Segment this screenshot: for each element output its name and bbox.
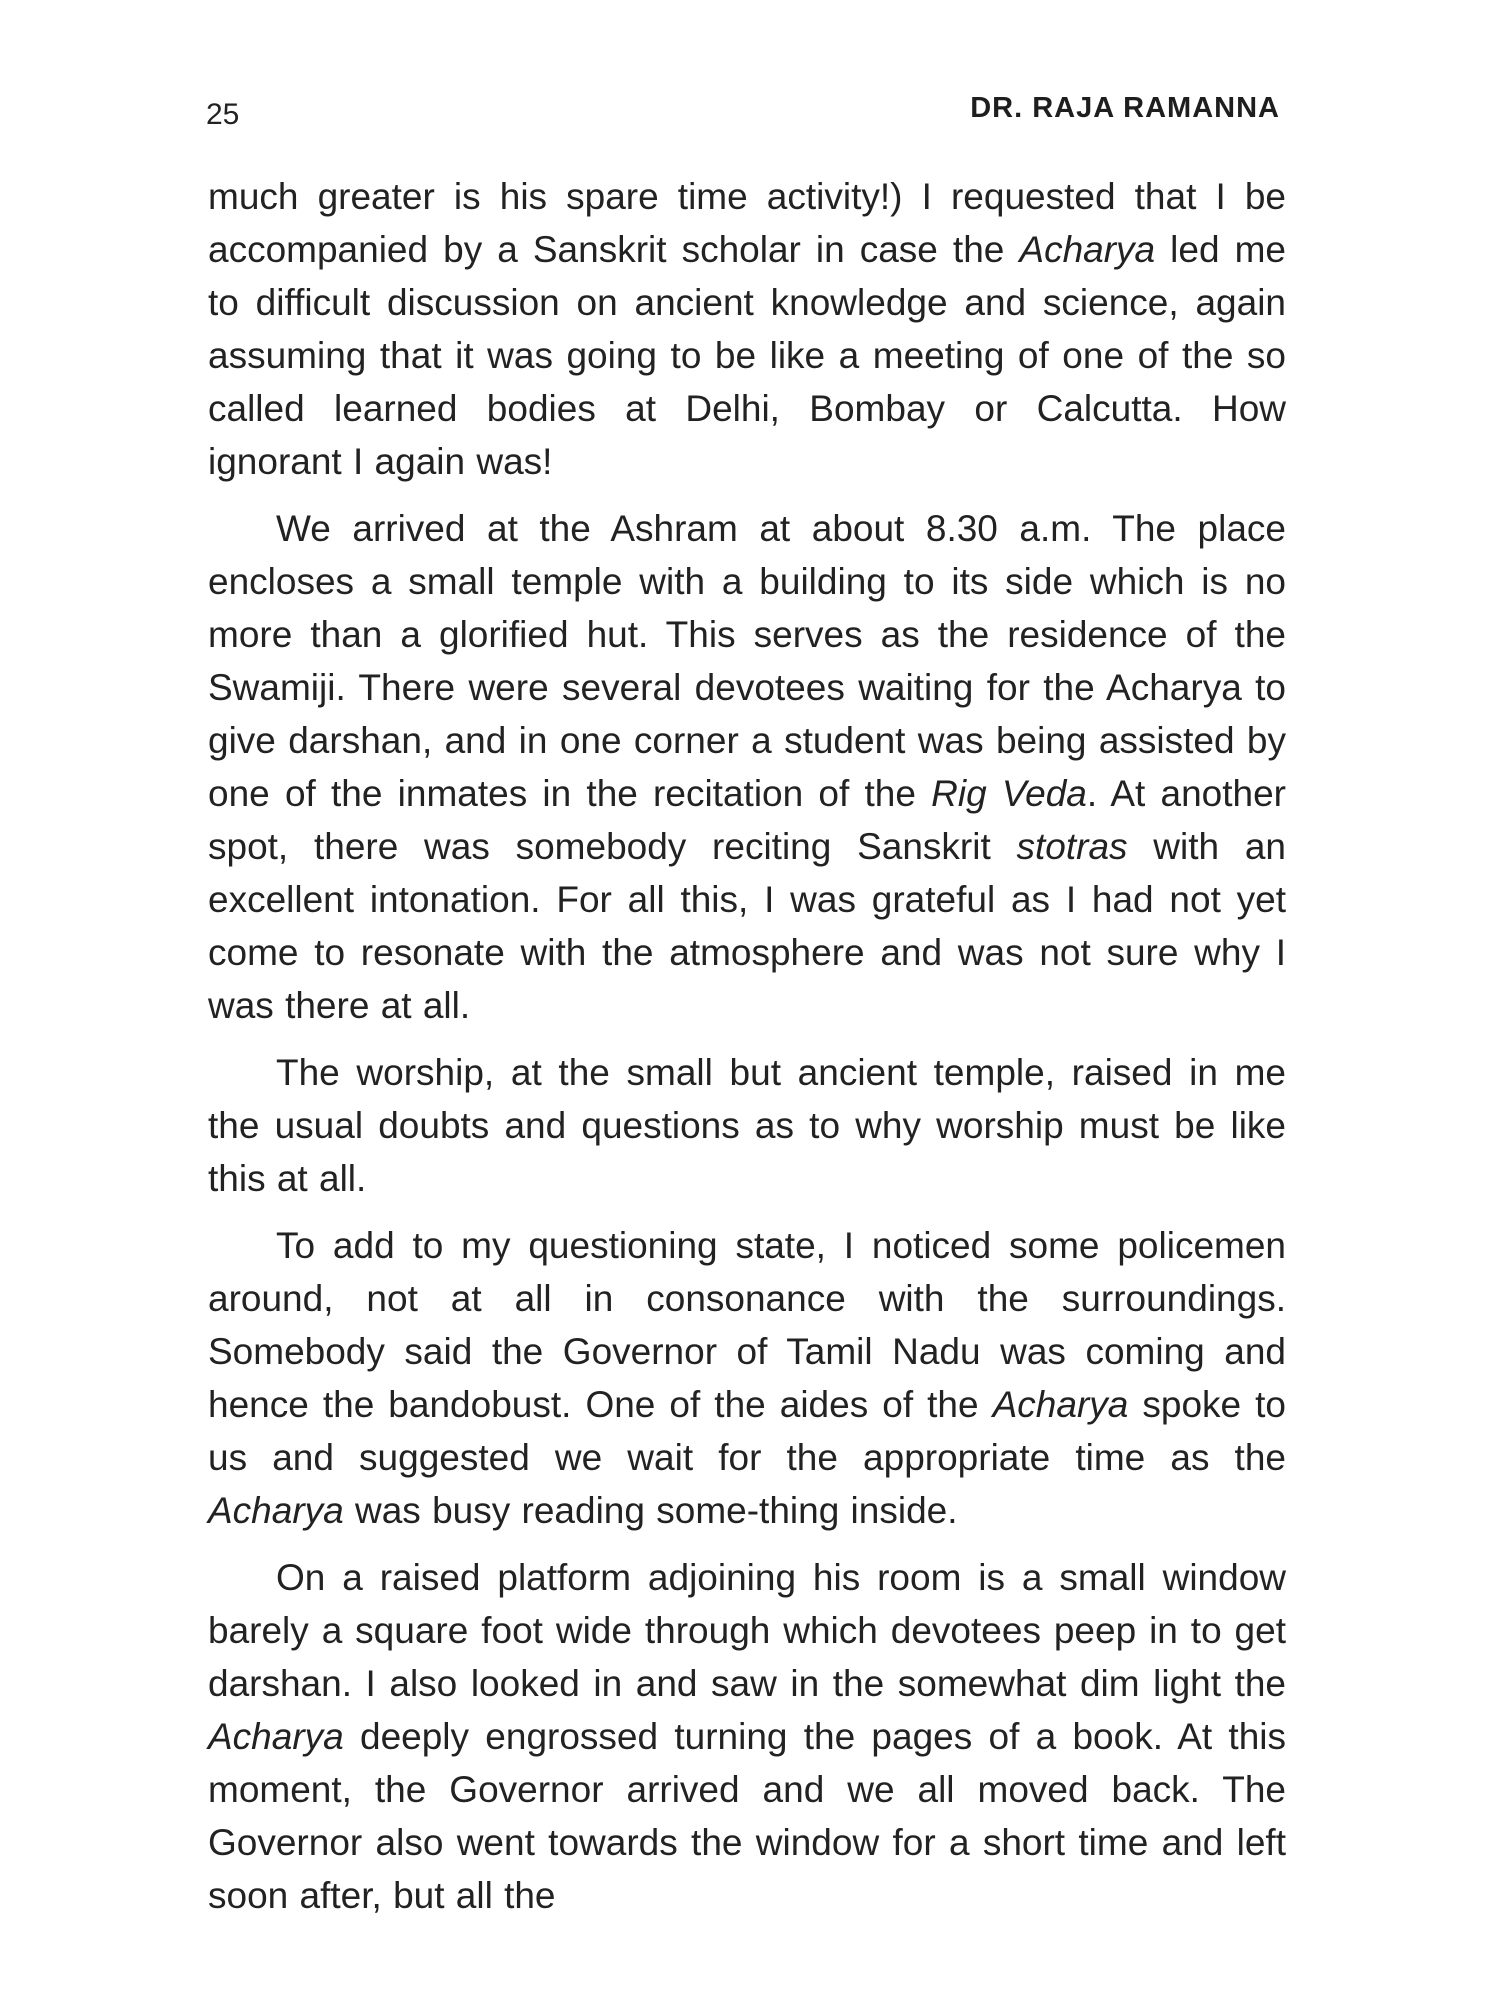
paragraph-5-segment-1: On a raised platform adjoining his room is a small window barely a square foot wide through which devotees peep in to get darshan. I also looked in and saw in the somewhat dim light the bbox=[208, 1557, 1286, 1704]
paragraph-4-segment-1: To add to my questioning state, I noticed some policemen around, not at all in consonance with the surroundings. Somebody said the Governor of Tamil Nadu was coming and hence the bandobust. One of the aides of the bbox=[208, 1225, 1286, 1425]
paragraph-1-italic-acharya: Acharya bbox=[1019, 229, 1156, 270]
paragraph-5 bbox=[208, 1551, 1286, 1922]
paragraph-4-italic-acharya-1: Acharya bbox=[992, 1384, 1129, 1425]
paragraph-2 bbox=[208, 502, 1286, 1032]
paragraph-5-segment-3: deeply engrossed turning the pages of a book. At this moment, the Governor arrived and we all moved back. The Governor also went towards the window for a short time and left soon after, but all the bbox=[208, 1716, 1286, 1916]
paragraph-4-italic-acharya-2: Acharya bbox=[208, 1490, 344, 1531]
paragraph-4-segment-5: was busy reading some-thing inside. bbox=[343, 1490, 958, 1531]
paragraph-3 bbox=[208, 1046, 1286, 1205]
paragraph-2-segment-1: We arrived at the Ashram at about 8.30 a.m. The place encloses a small temple with a building to its side which is no more than a glorified hut. This serves as the residence of the Swamiji. There were several devotees waiting for the Acharya to give darshan, and in one corner a student was being assisted by one of the inmates in the recitation of the bbox=[208, 508, 1286, 814]
paragraph-3-segment-1: The worship, at the small but ancient temple, raised in me the usual doubts and questions as to why worship must be like this at all. bbox=[208, 1052, 1286, 1199]
body-text bbox=[208, 170, 1286, 1936]
paragraph-2-segment-5: with an excellent intonation. For all this, I was grateful as I had not yet come to resonate with the atmosphere and was not sure why I was there at all. bbox=[208, 826, 1287, 1026]
paragraph-1-segment-3: led me to difficult discussion on ancient knowledge and science, again assuming that it was going to be like a meeting of one of the so called learned bodies at Delhi, Bombay or Calcutta. How ignorant I again was! bbox=[208, 229, 1286, 482]
page-header bbox=[206, 88, 1280, 138]
paragraph-1-segment-1: much greater is his spare time activity!) I requested that I be accompanied by a Sanskrit scholar in case the bbox=[208, 176, 1286, 270]
running-head: DR. RAJA RAMANNA bbox=[970, 92, 1280, 124]
paragraph-4 bbox=[208, 1219, 1286, 1537]
paragraph-1 bbox=[208, 170, 1286, 488]
paragraph-5-italic-acharya: Acharya bbox=[208, 1716, 344, 1757]
paragraph-2-segment-3: . At another spot, there was somebody reciting Sanskrit bbox=[208, 773, 1286, 867]
paragraph-2-italic-stotras: stotras bbox=[1016, 826, 1128, 867]
paragraph-4-segment-3: spoke to us and suggested we wait for the appropriate time as the bbox=[208, 1384, 1286, 1478]
page-number: 25 bbox=[206, 98, 240, 131]
paragraph-2-italic-rig-veda: Rig Veda bbox=[931, 773, 1087, 814]
